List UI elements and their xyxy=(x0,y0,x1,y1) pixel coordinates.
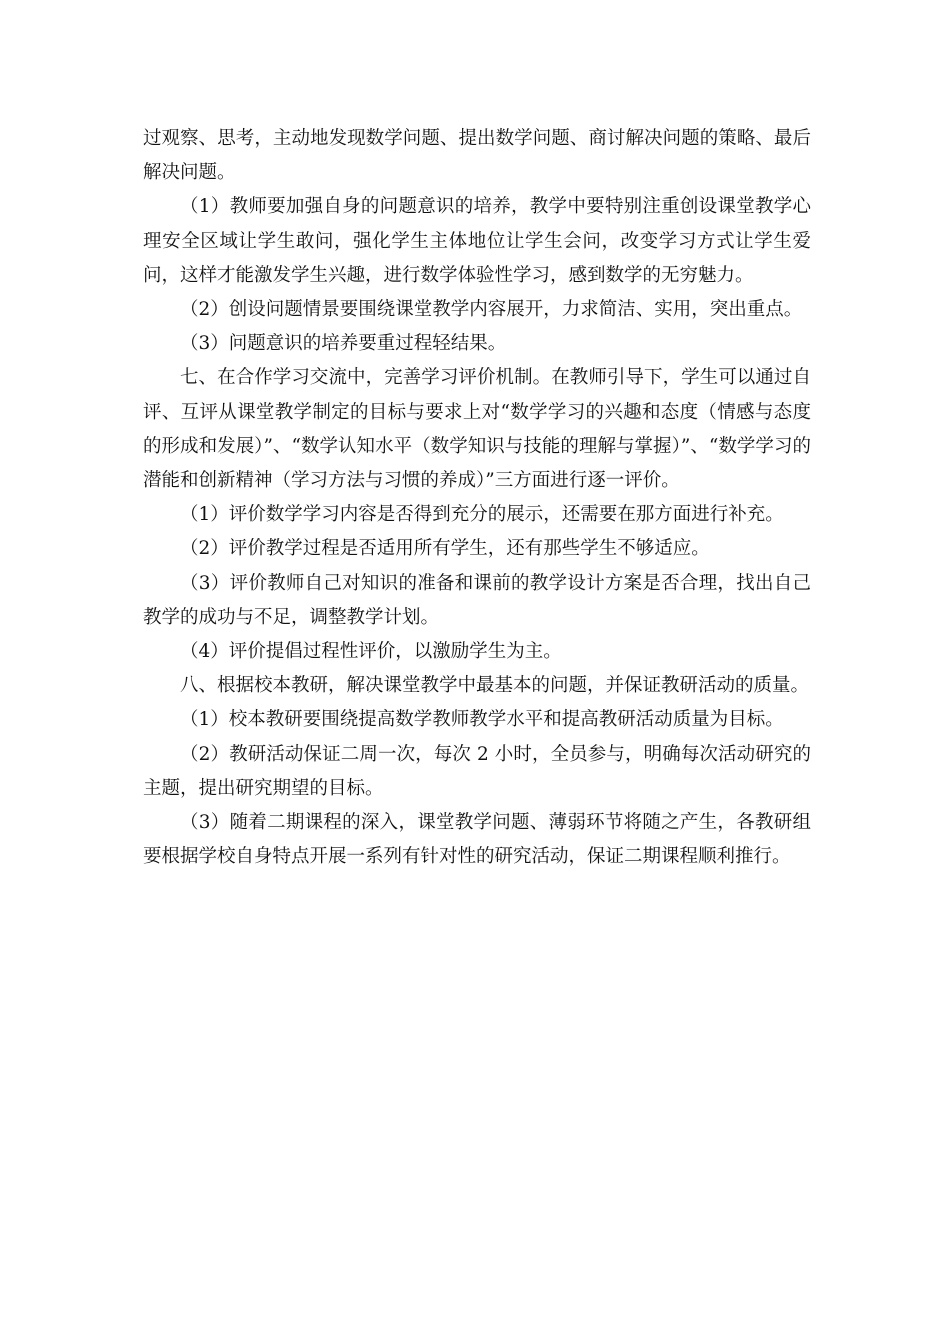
paragraph-section-8-heading: 八、根据校本教研，解决课堂教学中最基本的问题，并保证教研活动的质量。 xyxy=(180,675,810,697)
paragraph-section-7-item-3: （3）评价教师自己对知识的准备和课前的教学设计方案是否合理，找出自己教学的成功与不足，调整教学计划。 xyxy=(143,572,811,628)
paragraph-continuation: 过观察、思考，主动地发现数学问题、提出数学问题、商讨解决问题的策略、最后解决问题。 xyxy=(143,128,811,184)
paragraph-section-8-item-2: （2）教研活动保证二周一次，每次 2 小时，全员参与，明确每次活动研究的主题，提出研究期望的目标。 xyxy=(143,743,811,799)
paragraph-section-7-heading: 七、在合作学习交流中，完善学习评价机制。在教师引导下，学生可以通过自评、互评从课堂教学制定的目标与要求上对“数学学习的兴趣和态度（情感与态度的形成和发展）”、“数学认知水平（数学知识与技能的理解与掌握）”、“数学学习的潜能和创新精神（学习方法与习惯的养成）”三方面进行逐一评价。 xyxy=(143,367,811,492)
paragraph-item-3-process-over-result: （3）问题意识的培养要重过程轻结果。 xyxy=(180,333,507,355)
paragraph-section-7-item-1: （1）评价数学学习内容是否得到充分的展示，还需要在那方面进行补充。 xyxy=(180,504,784,526)
paragraph-section-7-item-2: （2）评价教学过程是否适用所有学生，还有那些学生不够适应。 xyxy=(180,538,710,560)
document-body xyxy=(143,122,811,874)
paragraph-item-1-question-awareness: （1）教师要加强自身的问题意识的培养，教学中要特别注重创设课堂教学心理安全区域让学生敢问，强化学生主体地位让学生会问，改变学习方式让学生爱问，这样才能激发学生兴趣，进行数学体验性学习，感到数学的无穷魅力。 xyxy=(143,196,811,286)
paragraph-section-8-item-1: （1）校本教研要围绕提高数学教师教学水平和提高教研活动质量为目标。 xyxy=(180,709,784,731)
paragraph-section-8-item-3: （3）随着二期课程的深入，课堂教学问题、薄弱环节将随之产生，各教研组要根据学校自身特点开展一系列有针对性的研究活动，保证二期课程顺利推行。 xyxy=(143,812,811,868)
paragraph-section-7-item-4: （4）评价提倡过程性评价，以激励学生为主。 xyxy=(180,641,562,663)
paragraph-item-2-problem-scenario: （2）创设问题情景要围绕课堂教学内容展开，力求简洁、实用，突出重点。 xyxy=(180,299,803,321)
